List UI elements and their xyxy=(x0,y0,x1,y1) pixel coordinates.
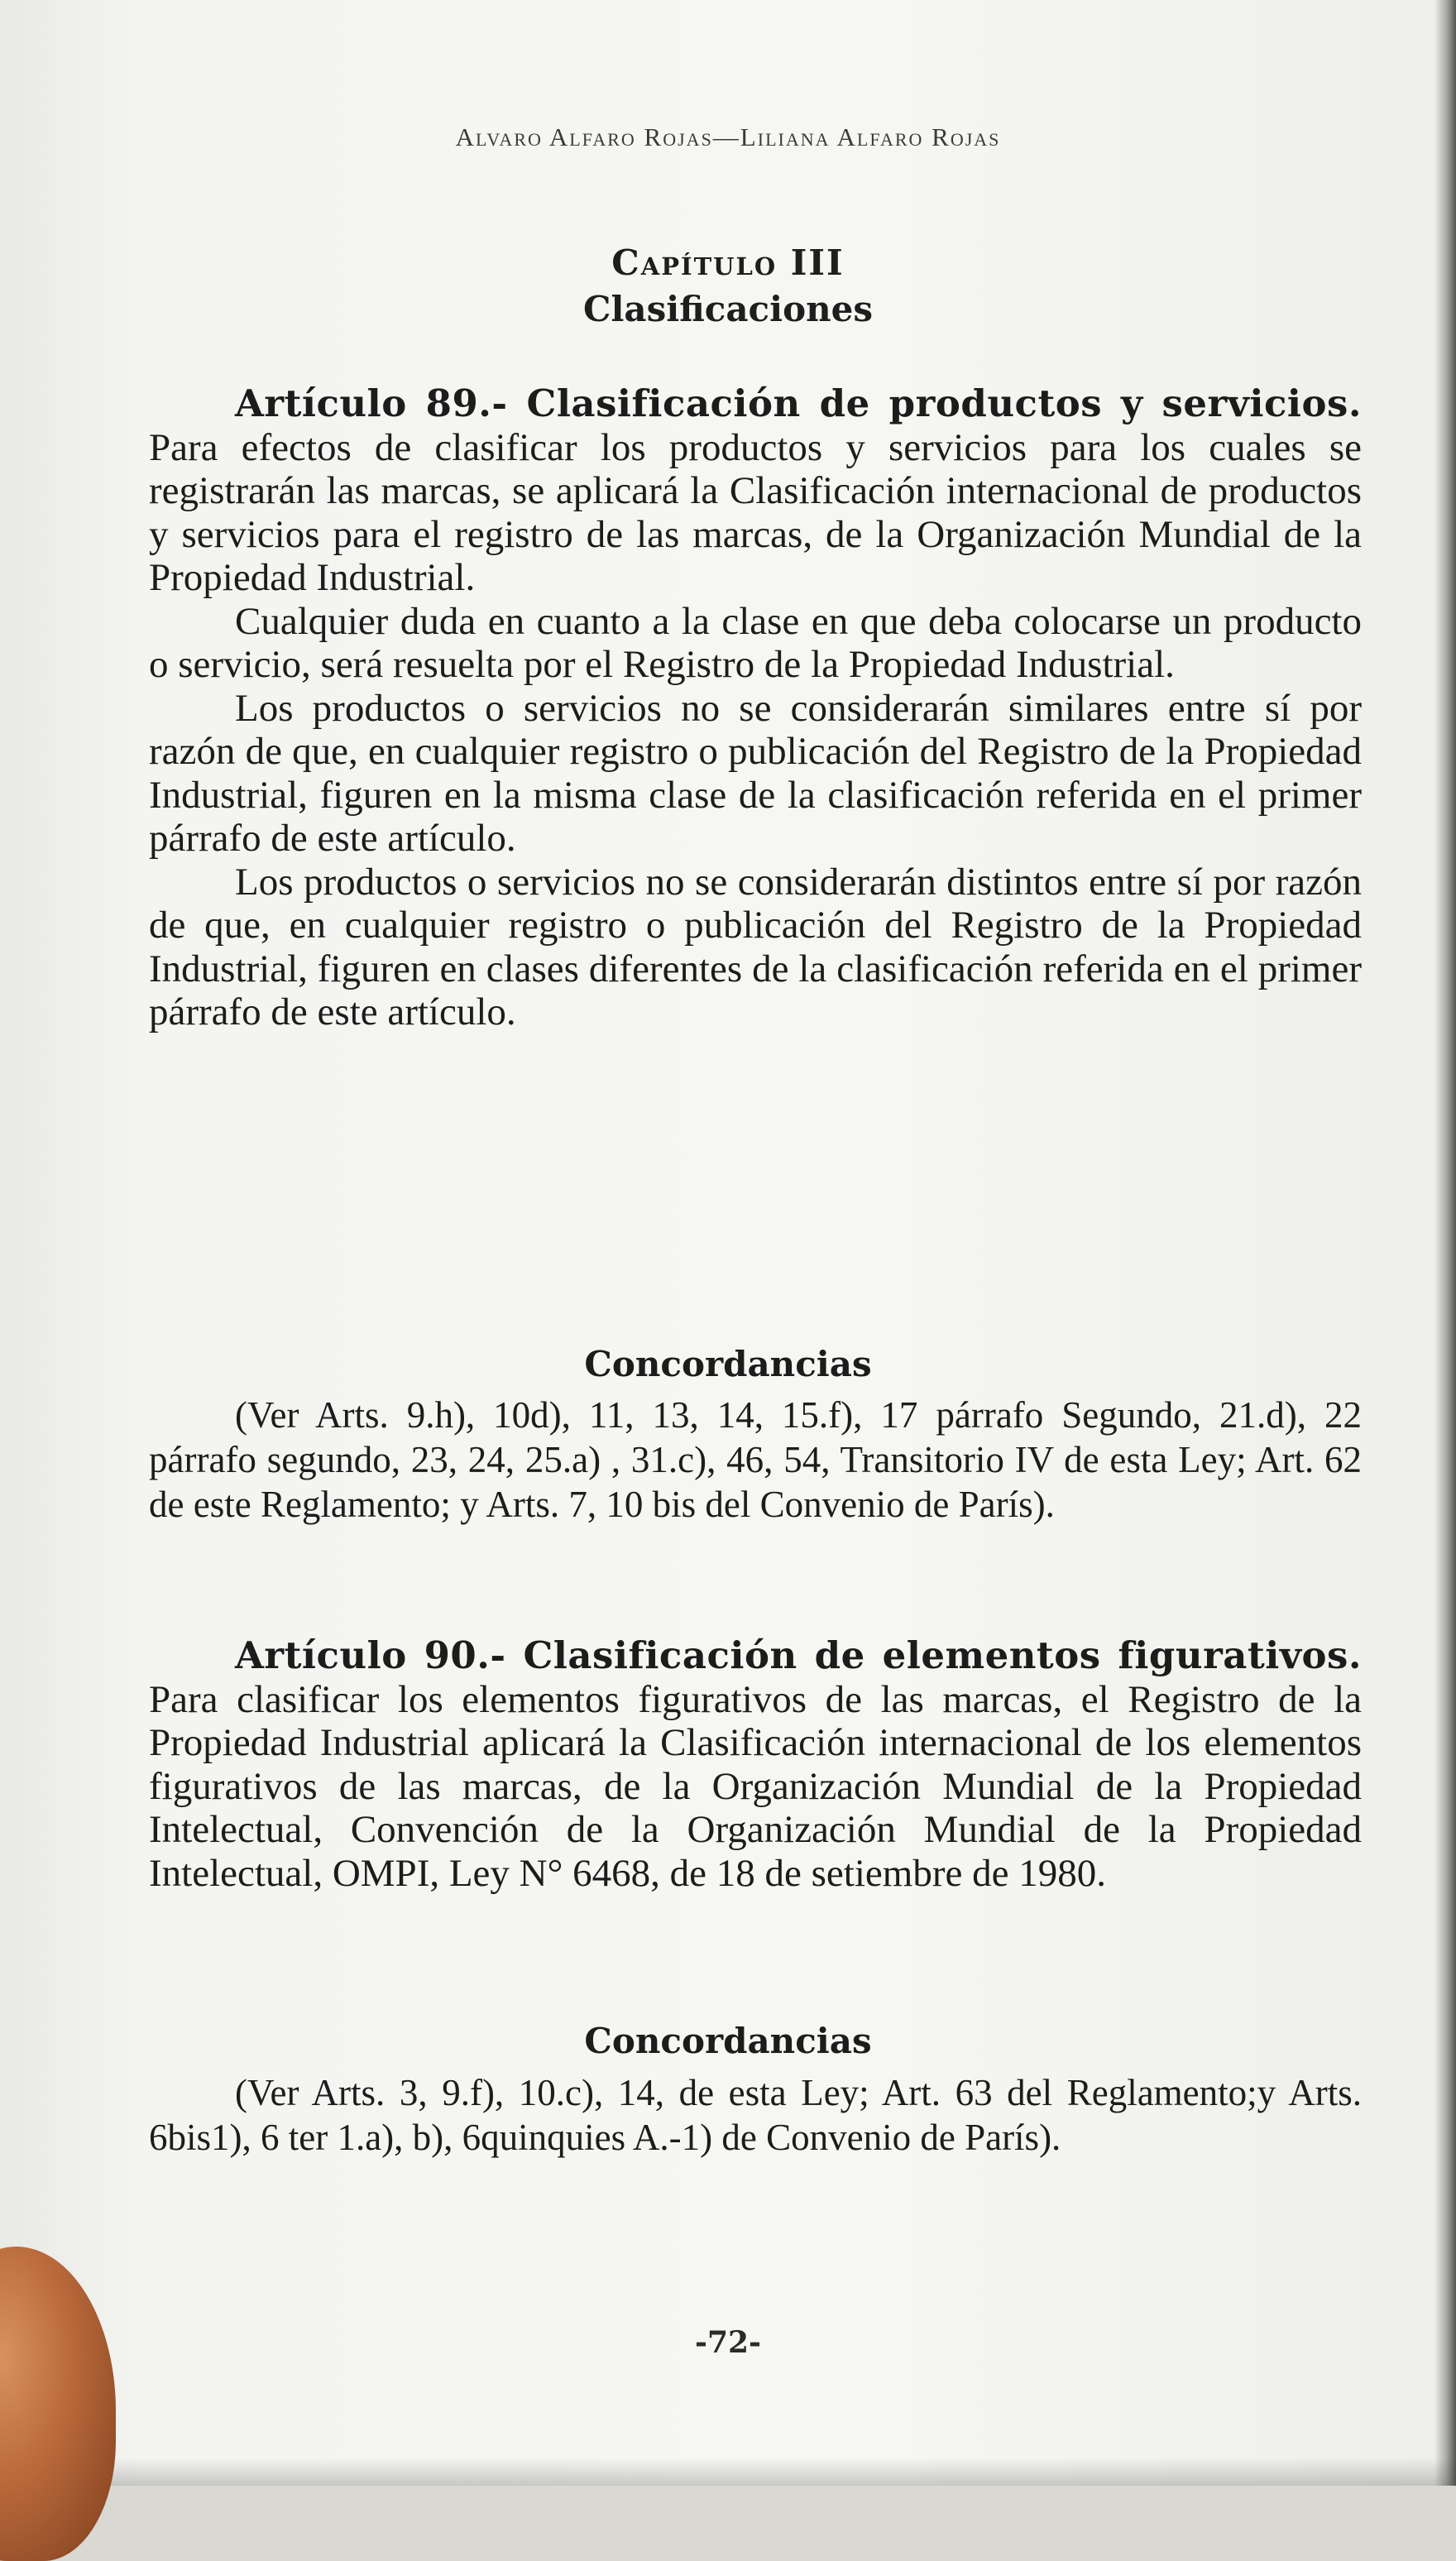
concordancias-paragraph-90: (Ver Arts. 3, 9.f), 10.c), 14, de esta Ley; Art. 63 del Reglamento;y Arts. 6bis1), 6 ter 1.a), b), 6quinquies A.-1) de Convenio de París). xyxy=(149,2072,1362,2158)
article-89-heading: Artículo 89.- Clasificación de productos y servicios. xyxy=(235,381,1362,425)
page-number: -72- xyxy=(695,2325,761,2360)
article-89-paragraph-1 xyxy=(149,382,1362,600)
page-binding-shadow xyxy=(1434,0,1456,2486)
concordancias-paragraph-89: (Ver Arts. 9.h), 10d), 11, 13, 14, 15.f), 17 párrafo Segundo, 21.d), 22 párrafo segundo, 23, 24, 25.a) , 31.c), 46, 54, Transitorio IV de esta Ley; Art. 62 de este Reglamento; y Arts. 7, 10 bis del Convenio de París). xyxy=(149,1394,1362,1525)
article-90 xyxy=(149,1634,1362,1895)
chapter-number: Capítulo III xyxy=(611,242,845,283)
article-89-paragraph-4: Los productos o servicios no se considerarán distintos entre sí por razón de que, en cualquier registro o publicación del Registro de la Propiedad Industrial, figuren en clases diferentes de la clasificación referida en el primer párrafo de este artículo. xyxy=(149,860,1362,1034)
article-90-heading: Artículo 90.- Clasificación de elementos figurativos. xyxy=(235,1633,1362,1677)
page-bottom-shadow xyxy=(0,2458,1456,2486)
article-89-paragraph-1-text: Para efectos de clasificar los productos y servicios para los cuales se registrarán las marcas, se aplicará la Clasificación internacional de productos y servicios para el registro de las marcas, de la Organización Mundial de la Propiedad Industrial. xyxy=(149,425,1362,599)
article-89 xyxy=(149,382,1362,1034)
running-head: Alvaro Alfaro Rojas—Liliana Alfaro Rojas xyxy=(455,122,1001,151)
concordancias-heading-90: Concordancias xyxy=(584,2021,872,2061)
concordancias-text-90 xyxy=(149,2070,1362,2160)
article-89-paragraph-2: Cualquier duda en cuanto a la clase en que deba colocarse un producto o servicio, será resuelta por el Registro de la Propiedad Industrial. xyxy=(149,599,1362,686)
concordancias-heading-89: Concordancias xyxy=(584,1344,872,1384)
concordancias-text-89 xyxy=(149,1393,1362,1527)
article-89-paragraph-3: Los productos o servicios no se considerarán similares entre sí por razón de que, en cualquier registro o publicación del Registro de la Propiedad Industrial, figuren en la misma clase de la clasificación referida en el primer párrafo de este artículo. xyxy=(149,686,1362,860)
article-90-paragraph-1 xyxy=(149,1634,1362,1895)
chapter-heading xyxy=(0,240,1456,333)
chapter-title: Clasificaciones xyxy=(583,289,873,329)
article-90-paragraph-1-text: Para clasificar los elementos figurativos de las marcas, el Registro de la Propiedad Industrial aplicará la Clasificación internacional de los elementos figurativos de las marcas, de la Organización Mundial de la Propiedad Intelectual, Convención de la Organización Mundial de la Propiedad Intelectual, OMPI, Ley N° 6468, de 18 de setiembre de 1980. xyxy=(149,1677,1362,1895)
